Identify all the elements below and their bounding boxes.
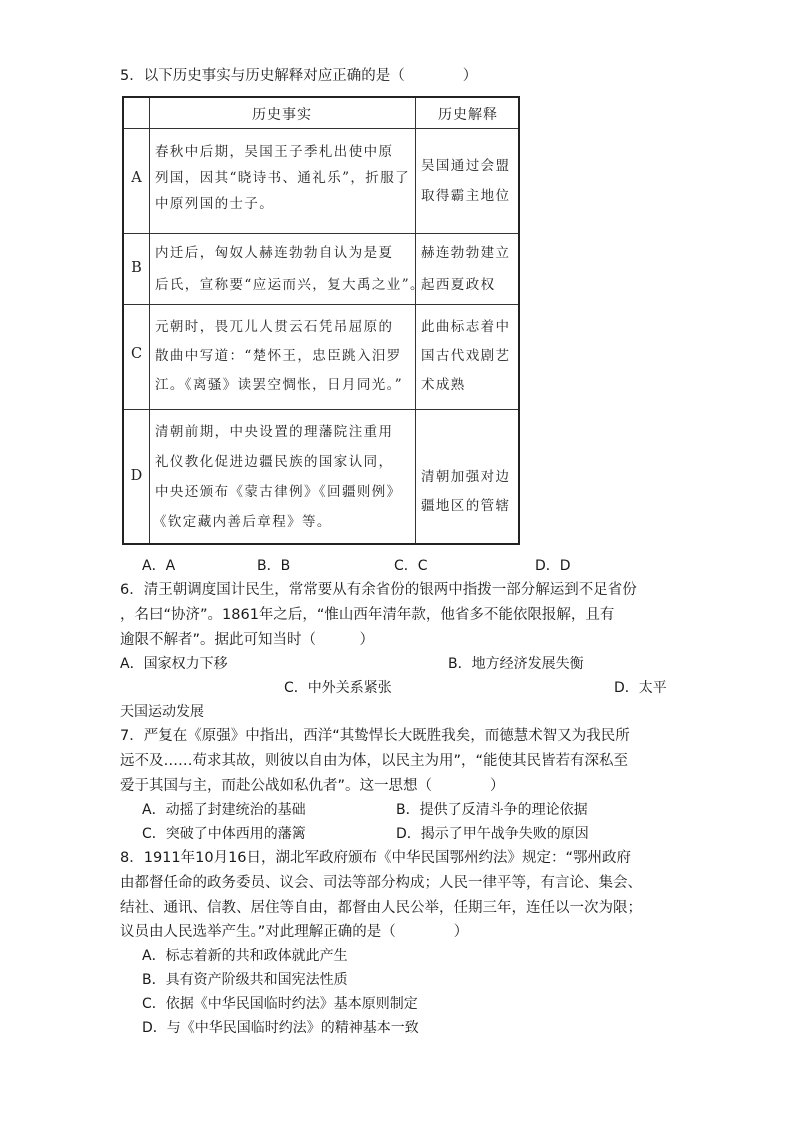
q7-option-c[interactable]: C．突破了中体西用的藩篱 bbox=[142, 826, 306, 842]
row-letter: A bbox=[131, 170, 142, 186]
row-fact-line: 中央还颁布《蒙古律例》《回疆则例》 bbox=[155, 484, 402, 500]
q8-stem-line: 8．1911年10月16日，湖北军政府颁布《中华民国鄂州约法》规定：“鄂州政府 bbox=[120, 850, 632, 866]
q6-stem-line: 逾限不解者”。据此可知当时（ ） bbox=[120, 632, 375, 648]
q7-option-d[interactable]: D．揭示了甲午战争失败的原因 bbox=[396, 826, 589, 842]
row-explanation-line: 清朝加强对边 bbox=[421, 469, 511, 485]
q6-option-d-continued: 天国运动发展 bbox=[120, 704, 204, 720]
row-fact-line: 江。《离骚》读罢空惆怅，日月同光。” bbox=[155, 377, 404, 393]
row-explanation-line: 术成熟 bbox=[421, 377, 466, 393]
q5-table bbox=[122, 96, 520, 545]
q8-option-d[interactable]: D．与《中华民国临时约法》的精神基本一致 bbox=[142, 1020, 419, 1036]
q7-stem-line: 远不及……苟求其故，则彼以自由为体，以民主为用”，“能使其民皆若有深私至 bbox=[120, 753, 629, 769]
row-letter: C bbox=[130, 346, 143, 362]
q7-stem-line: 7．严复在《原强》中指出，西洋“其鸷悍长大既胜我矣，而德慧术智又为我民所 bbox=[120, 728, 630, 744]
row-fact-line: 后氏，宣称要“应运而兴，复大禹之业”。 bbox=[155, 277, 425, 293]
row-letter: B bbox=[131, 260, 142, 276]
row-fact-line: 列国，因其“晓诗书、通礼乐”，折服了 bbox=[155, 170, 411, 186]
q6-option-c[interactable]: C．中外关系紧张 bbox=[284, 680, 392, 696]
q7-option-b[interactable]: B．提供了反清斗争的理论依据 bbox=[396, 802, 588, 818]
row-fact-line: 中原列国的士子。 bbox=[155, 196, 275, 212]
row-explanation-line: 赫连勃勃建立 bbox=[421, 245, 511, 261]
row-explanation-line: 此曲标志着中 bbox=[421, 319, 511, 335]
row-fact-line: 《钦定藏内善后章程》等。 bbox=[153, 514, 332, 530]
q8-option-b[interactable]: B．具有资产阶级共和国宪法性质 bbox=[142, 972, 348, 988]
q6-stem-line: 6．清王朝调度国计民生，常常要从有余省份的银两中指拨一部分解运到不足省份 bbox=[120, 582, 637, 598]
q8-option-c[interactable]: C．依据《中华民国临时约法》基本原则制定 bbox=[142, 996, 418, 1012]
row-explanation-line: 取得霸主地位 bbox=[421, 188, 511, 204]
row-explanation-line: 国古代戏剧艺 bbox=[421, 348, 511, 364]
q6-option-a[interactable]: A．国家权力下移 bbox=[120, 656, 228, 672]
row-letter: D bbox=[130, 468, 143, 484]
q8-option-a[interactable]: A．标志着新的共和政体就此产生 bbox=[142, 948, 348, 964]
table-header-fact: 历史事实 bbox=[252, 107, 312, 123]
q6-stem-line: ，名曰“协济”。1861年之后，“惟山西年清年款，他省多不能依限报解，且有 bbox=[120, 607, 615, 623]
q5-option-c[interactable]: C．C bbox=[394, 558, 428, 574]
q8-stem-line: 议员由人民选举产生。”对此理解正确的是（ ） bbox=[120, 924, 469, 940]
row-fact-line: 散曲中写道：“楚怀王，忠臣跳入汨罗 bbox=[155, 348, 402, 364]
q6-option-b[interactable]: B．地方经济发展失衡 bbox=[448, 656, 584, 672]
row-fact-line: 春秋中后期，吴国王子季札出使中原 bbox=[155, 144, 394, 160]
table-header-explanation: 历史解释 bbox=[438, 107, 498, 123]
q7-option-a[interactable]: A．动摇了封建统治的基础 bbox=[142, 802, 306, 818]
q5-option-d[interactable]: D．D bbox=[535, 558, 571, 574]
row-fact-line: 清朝前期，中央设置的理藩院注重用 bbox=[155, 424, 394, 440]
q5-option-b[interactable]: B．B bbox=[257, 558, 291, 574]
q8-stem-line: 由都督任命的政务委员、议会、司法等部分构成；人民一律平等，有言论、集会、 bbox=[120, 875, 642, 891]
row-fact-line: 内迁后，匈奴人赫连勃勃自认为是夏 bbox=[155, 245, 394, 261]
row-fact-line: 礼仪教化促进边疆民族的国家认同， bbox=[155, 454, 394, 470]
row-explanation-line: 吴国通过会盟 bbox=[421, 158, 511, 174]
q5-stem: 5．以下历史事实与历史解释对应正确的是（ ） bbox=[120, 68, 478, 84]
q6-option-d[interactable]: D．太平 bbox=[614, 680, 667, 696]
q8-stem-line: 结社、通讯、信教、居住等自由，都督由人民公举，任期三年，连任以一次为限； bbox=[120, 900, 642, 916]
q7-stem-line: 爱于其国与主，而赴公战如私仇者”。这一思想（ ） bbox=[120, 778, 505, 794]
row-fact-line: 元朝时，畏兀儿人贯云石凭吊屈原的 bbox=[155, 319, 394, 335]
q5-option-a[interactable]: A．A bbox=[142, 558, 176, 574]
row-explanation-line: 起西夏政权 bbox=[421, 277, 496, 293]
row-explanation-line: 疆地区的管辖 bbox=[421, 498, 511, 514]
